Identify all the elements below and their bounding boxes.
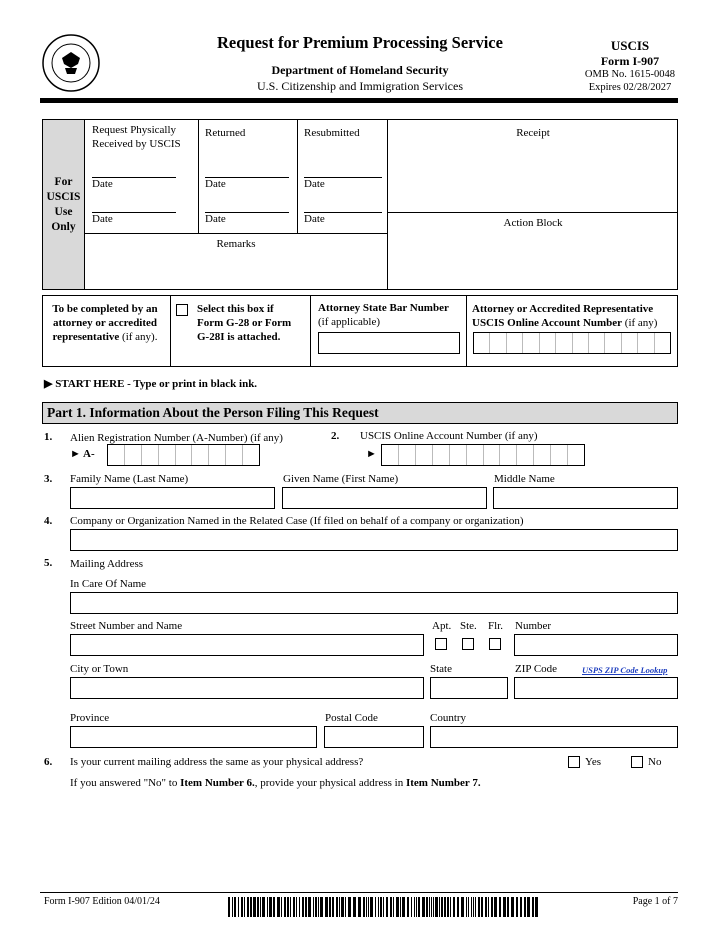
uscis-label: USCIS: [610, 38, 650, 53]
province-input[interactable]: [70, 726, 317, 748]
given-name-label: Given Name (First Name): [283, 473, 399, 485]
date-label-4: Date: [92, 213, 113, 225]
q2-label: USCIS Online Account Number (if any): [360, 430, 538, 442]
expiry-date: Expires 02/28/2027: [588, 82, 672, 93]
received-label: Request Physically Received by USCIS: [92, 124, 181, 150]
care-of-input[interactable]: [70, 592, 678, 614]
unit-number-label: Number: [515, 620, 552, 632]
q6-no-checkbox[interactable]: [631, 756, 643, 768]
bar-number-input[interactable]: [318, 332, 460, 354]
province-label: Province: [70, 712, 110, 724]
attorney-block: [42, 295, 678, 367]
date-label-3: Date: [304, 178, 325, 190]
office-use-side: For USCIS Use Only: [43, 120, 85, 289]
country-label: Country: [430, 712, 467, 724]
middle-name-input[interactable]: [493, 487, 678, 509]
family-name-label: Family Name (Last Name): [70, 473, 189, 485]
zip-label: ZIP Code: [515, 663, 558, 675]
q6-yes-label: Yes: [585, 756, 602, 768]
ste-label: Ste.: [460, 620, 477, 632]
dhs-seal: [42, 34, 100, 92]
apt-checkbox[interactable]: [435, 638, 447, 650]
form-title: Request for Premium Processing Service: [217, 33, 503, 52]
company-input[interactable]: [70, 529, 678, 551]
footer-page: Page 1 of 7: [632, 896, 678, 907]
q2-prefix: ►: [366, 448, 377, 460]
ste-checkbox[interactable]: [462, 638, 474, 650]
remarks-label: Remarks: [216, 238, 256, 250]
attorney-note: To be completed by an attorney or accredited representative (if any).: [52, 303, 158, 343]
street-label: Street Number and Name: [70, 620, 183, 632]
q2-number: 2.: [331, 430, 340, 442]
date-label-5: Date: [205, 213, 226, 225]
g28-checkbox[interactable]: [176, 304, 188, 316]
company-label: Company or Organization Named in the Related Case (If filed on behalf of a company or organization): [70, 515, 524, 527]
postal-code-label: Postal Code: [325, 712, 378, 724]
q4-number: 4.: [44, 515, 53, 527]
care-of-label: In Care Of Name: [70, 578, 147, 590]
a-number-input[interactable]: [107, 444, 260, 466]
uscis-account-input[interactable]: [381, 444, 585, 466]
q1-number: 1.: [44, 431, 53, 443]
country-input[interactable]: [430, 726, 678, 748]
q5-number: 5.: [44, 557, 53, 569]
bar-number-sub: (if applicable): [318, 316, 380, 328]
bar-number-label: Attorney State Bar Number: [318, 302, 449, 314]
middle-name-label: Middle Name: [494, 473, 555, 485]
q6-no-label: No: [648, 756, 662, 768]
unit-number-input[interactable]: [514, 634, 678, 656]
action-block-label: Action Block: [503, 217, 563, 229]
postal-code-input[interactable]: [324, 726, 424, 748]
q6-yes-checkbox[interactable]: [568, 756, 580, 768]
city-input[interactable]: [70, 677, 424, 699]
agency-name: U.S. Citizenship and Immigration Services: [257, 79, 463, 93]
receipt-label: Receipt: [516, 127, 550, 139]
state-select[interactable]: [430, 677, 508, 699]
apt-label: Apt.: [432, 620, 452, 632]
q3-number: 3.: [44, 473, 53, 485]
footer-edition: Form I-907 Edition 04/01/24: [44, 896, 160, 907]
returned-label: Returned: [205, 127, 246, 139]
zip-lookup-link[interactable]: USPS ZIP Code Lookup: [582, 665, 668, 675]
family-name-input[interactable]: [70, 487, 275, 509]
q1-label: Alien Registration Number (A-Number) (if any): [70, 432, 283, 444]
start-here: ▶ START HERE - Type or print in black ink.: [44, 378, 258, 390]
part1-header: Part 1. Information About the Person Filing This Request: [42, 402, 678, 424]
acct-number-label: Attorney or Accredited Representative USCIS Online Account Number (if any): [472, 303, 658, 329]
q6-note: If you answered "No" to Item Number 6., provide your physical address in Item Number 7.: [70, 777, 481, 789]
barcode: [228, 897, 540, 917]
resubmitted-label: Resubmitted: [304, 127, 360, 139]
omb-number: OMB No. 1615-0048: [584, 69, 676, 80]
dept-name: Department of Homeland Security: [271, 63, 449, 77]
form-number: Form I-907: [600, 54, 660, 68]
footer-rule: [40, 892, 678, 893]
given-name-input[interactable]: [282, 487, 487, 509]
date-label-2: Date: [205, 178, 226, 190]
g28-label: Select this box if Form G-28 or Form G-28I is attached.: [197, 303, 292, 343]
mailing-address-label: Mailing Address: [70, 558, 144, 570]
acct-number-input[interactable]: [473, 332, 671, 354]
date-label-6: Date: [304, 213, 325, 225]
street-input[interactable]: [70, 634, 424, 656]
date-label-1: Date: [92, 178, 113, 190]
office-use-block: [42, 119, 678, 290]
state-label: State: [430, 663, 452, 675]
flr-checkbox[interactable]: [489, 638, 501, 650]
header-rule: [40, 98, 678, 103]
flr-label: Flr.: [488, 620, 503, 632]
q6-label: Is your current mailing address the same as your physical address?: [70, 756, 364, 768]
city-label: City or Town: [70, 663, 129, 675]
zip-input[interactable]: [514, 677, 678, 699]
q6-number: 6.: [44, 756, 53, 768]
q1-prefix: ► A-: [70, 448, 95, 460]
